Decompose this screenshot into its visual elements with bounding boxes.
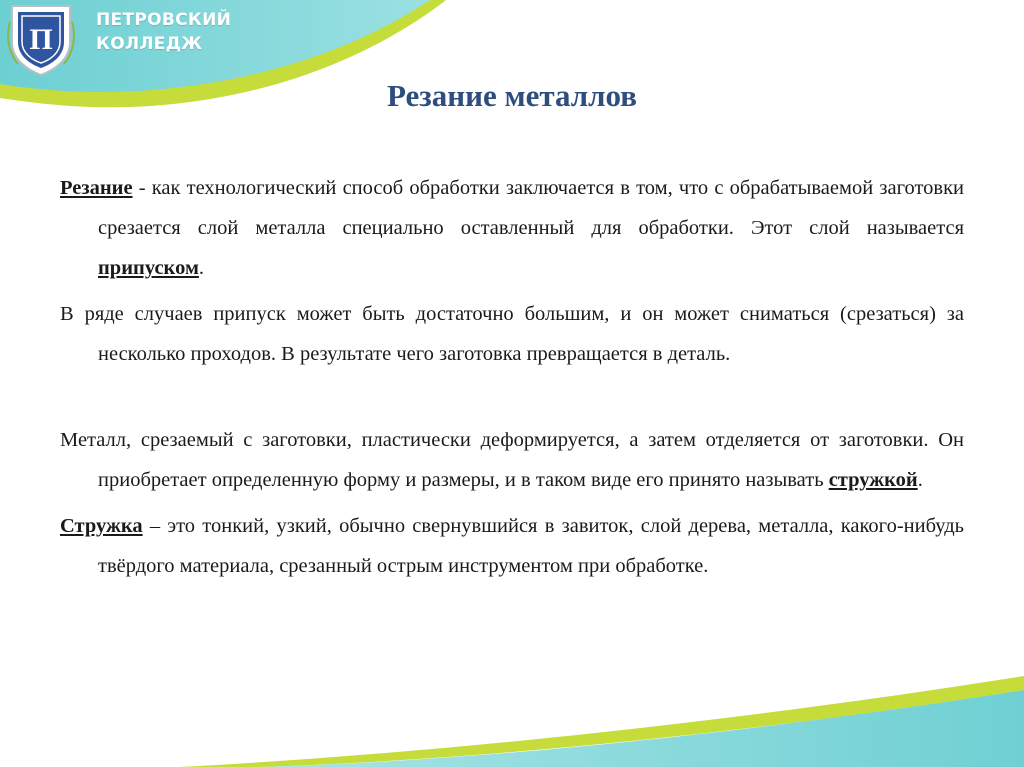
- slide-title: Резание металлов: [387, 78, 637, 113]
- paragraph-text: - как технологический способ обработки заключается в том, что с обрабатываемой заготовки срезается слой металла специально оставленный для обработки. Этот слой называется: [98, 177, 964, 239]
- term-cutting: Резание: [60, 177, 133, 199]
- term-chip: Стружка: [60, 515, 143, 537]
- paragraph-metal: [60, 420, 964, 500]
- paragraph-text: Металл, срезаемый с заготовки, пластически деформируется, а затем отделяется от заготовки. Он приобретает определенную форму и размеры, и в таком виде его принято называть: [60, 429, 964, 491]
- paragraph-end: .: [917, 469, 923, 491]
- term-chips: стружкой: [828, 469, 918, 491]
- paragraph-chips-definition: [60, 506, 964, 586]
- term-allowance: припуском: [98, 257, 199, 279]
- paragraph-cutting: [60, 168, 964, 288]
- paragraph-text: – это тонкий, узкий, обычно свернувшийся в завиток, слой дерева, металла, какого-нибудь твёрдого материала, срезанный острым инструментом при обработке.: [98, 515, 964, 577]
- paragraph-text: В ряде случаев припуск может быть достаточно большим, и он может сниматься (срезаться) за несколько проходов. В результате чего заготовка превращается в деталь.: [60, 303, 964, 365]
- college-name-line1: ПЕТРОВСКИЙ: [96, 10, 232, 30]
- svg-text:П: П: [29, 23, 53, 56]
- paragraph-allowance: [60, 294, 964, 374]
- college-name-line2: КОЛЛЕДЖ: [96, 34, 203, 54]
- paragraph-end: .: [198, 257, 205, 279]
- college-crest-icon: [6, 2, 76, 78]
- slide-body: [60, 168, 964, 586]
- college-name: [96, 8, 231, 56]
